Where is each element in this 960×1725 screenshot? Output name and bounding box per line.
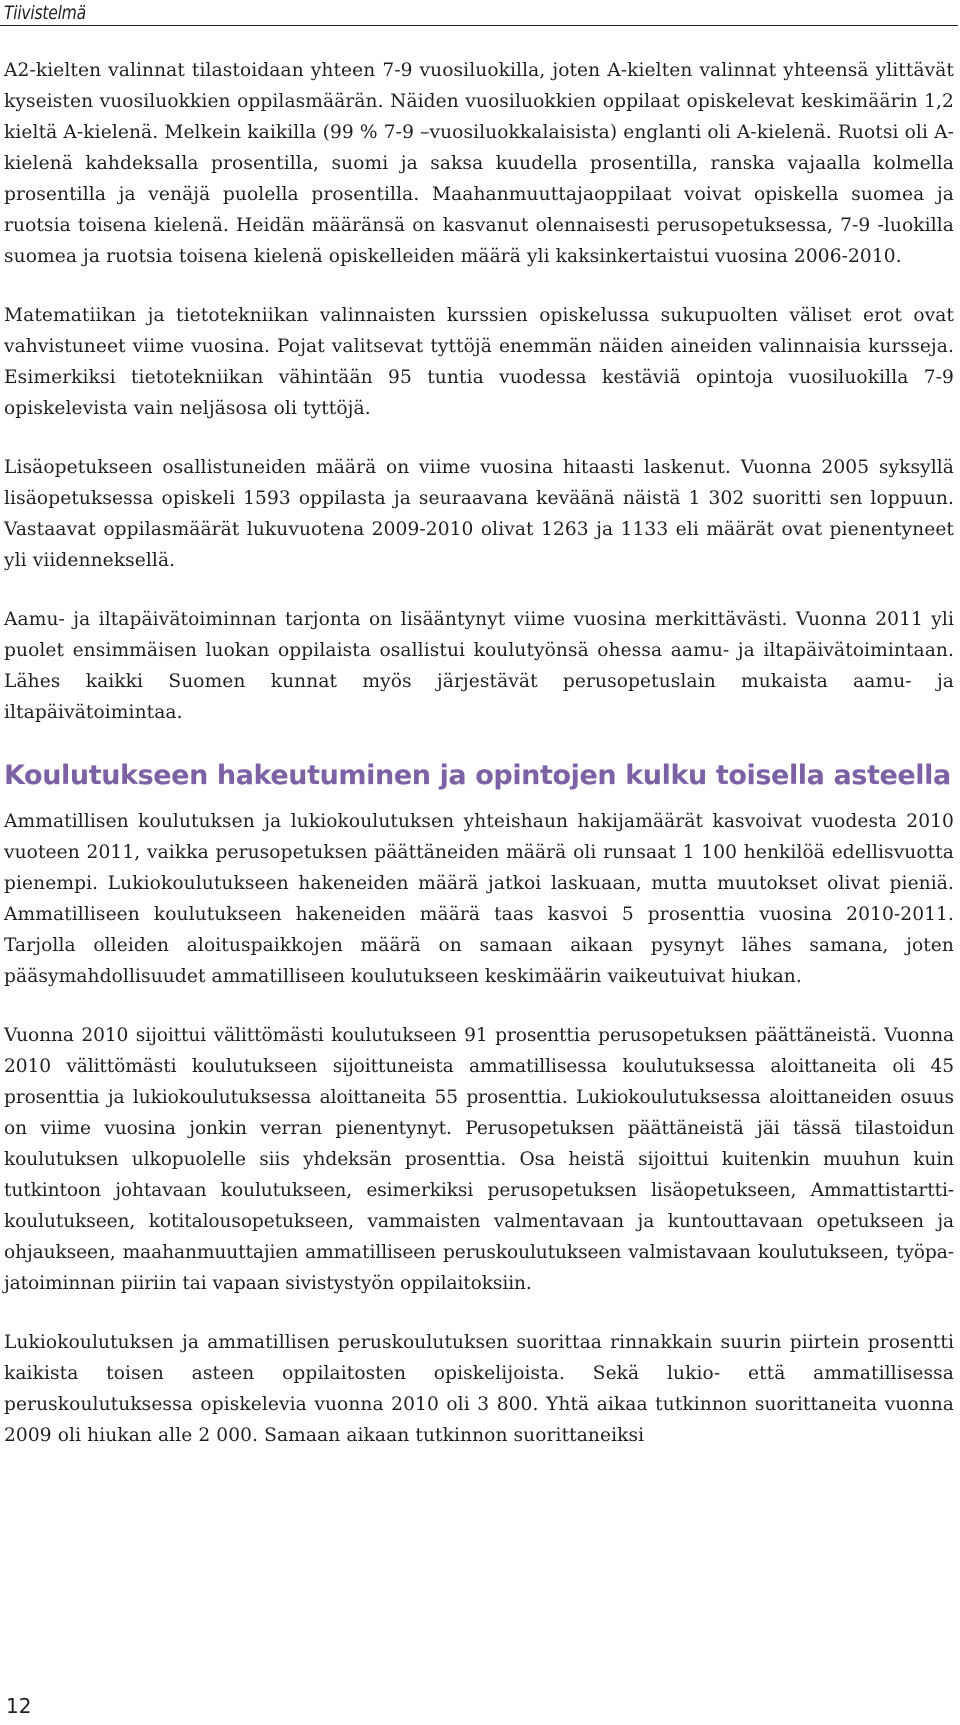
paragraph-language-choices: A2-kielten valinnat tilastoidaan yhteen 7-9 vuosiluokilla, joten A-kielten valinnat yhteensä ylittävät kyseisten vuosiluokkien oppilasmäärän. Näiden vuosiluokkien oppilaat opiskelevat keskimäärin 1,2 kieltä A-kielenä. Melkein kaikilla (99 % 7-9 –vuosiluokkalaisista) englanti oli A-kielenä. Ruotsi oli A-kielenä kahdeksalla prosentilla, suomi ja saksa kuudella prosentilla, ranska vajaalla kolmella prosentilla ja venäjä puolella prosentilla. Maahanmuuttajaoppilaat voivat opiskella suomea ja ruotsia toisena kielenä. Heidän määränsä on kasvanut olennaisesti perusopetuksessa, 7-9 -luokilla suomea ja ruotsia toisena kielenä opiskelleiden määrä yli kaksinkertaistui vuosina 2006-2010. bbox=[4, 60, 954, 267]
page-number: 12 bbox=[6, 1694, 32, 1718]
paragraph-additional-education: Lisäopetukseen osallistuneiden määrä on viime vuosina hitaasti laskenut. Vuonna 2005 syksyllä lisäopetuksessa opiskeli 1593 oppilasta ja seuraavana keväänä näistä 1 302 suoritti sen loppuun. Vastaavat oppilasmäärät lukuvuotena 2009-2010 olivat 1263 ja 1133 eli määrät ovat pienentyneet yli viidenneksellä. bbox=[4, 457, 954, 571]
running-header: Tiivistelmä bbox=[4, 2, 86, 24]
paragraph-dual-degree: Lukiokoulutuksen ja ammatillisen peruskoulutuksen suorittaa rinnakkain suurin piirtein prosentti kaikista toisen asteen oppilaitosten opiskelijoista. Sekä lukio- että ammatillisessa peruskoulutuksessa opiskelevia vuonna 2010 oli 3 800. Yhtä aikaa tutkinnon suorittaneita vuonna 2009 oli hiukan alle 2 000. Samaan aikaan tutkinnon suorittaneiksi bbox=[4, 1332, 954, 1446]
section-heading: Koulutukseen hakeutuminen ja opintojen kulku toisella asteella bbox=[4, 760, 951, 791]
paragraph-applicants: Ammatillisen koulutuksen ja lukiokoulutuksen yhteishaun hakijamäärät kasvoivat vuodesta 2010 vuoteen 2011, vaikka perusopetuksen päättäneiden määrä oli runsaat 1 100 henkilöä edellisvuotta pienempi. Lukiokoulutukseen hakeneiden määrä jatkoi laskuaan, mutta muutokset olivat pieniä. Ammatilliseen koulutukseen hakeneiden määrä taas kasvoi 5 prosenttia vuosina 2010-2011. Tarjolla olleiden aloituspaikkojen määrä on samaan aikaan pysynyt lähes samana, joten pääsymahdollisuudet ammatilliseen koulutukseen keskimäärin vaikeutuivat hiukan. bbox=[4, 811, 954, 987]
body-text bbox=[4, 55, 954, 1479]
paragraph-morning-afternoon-activities: Aamu- ja iltapäivätoiminnan tarjonta on lisääntynyt viime vuosina merkittävästi. Vuonna 2011 yli puolet ensimmäisen luokan oppilaista osallistui koulutyönsä ohessa aamu- ja iltapäivätoimintaan. Lähes kaikki Suomen kunnat myös järjestävät perusopetuslain mukaista aamu- ja iltapäivätoimintaa. bbox=[4, 609, 954, 723]
paragraph-gender-differences: Matematiikan ja tietotekniikan valinnaisten kurssien opiskelussa sukupuolten väliset erot ovat vahvistuneet viime vuosina. Pojat valitsevat tyttöjä enemmän näiden aineiden valinnaisia kursseja. Esimerkiksi tietotekniikan vähintään 95 tuntia vuodessa kestäviä opintoja vuosiluokilla 7-9 opiskelevista vain neljäsosa oli tyttöjä. bbox=[4, 305, 954, 419]
header-rule bbox=[0, 25, 958, 26]
paragraph-placement: Vuonna 2010 sijoittui välittömästi koulutukseen 91 prosenttia perusopetuksen päättäneistä. Vuonna 2010 välittömästi koulutukseen sijoittuneista ammatillisessa koulutuksessa aloittaneita oli 45 prosenttia ja lukiokoulutuksessa aloittaneita 55 prosenttia. Lukiokoulutuksessa aloittaneiden osuus on viime vuosina jonkin verran pienentynyt. Perusopetuksen päättäneistä jäi tässä tilastoidun koulutuksen ulkopuolelle siis yhdeksän prosenttia. Osa heistä sijoittui kuitenkin muuhun kuin tutkintoon johtavaan koulutukseen, esimerkiksi perusopetuksen lisäopetukseen, Ammattistartti-koulutukseen, kotitalousopetukseen, vammaisten valmentavaan ja kuntouttavaan opetukseen ja ohjaukseen, maahanmuuttajien ammatilliseen peruskoulutukseen valmistavaan koulutukseen, työpajatoiminnan piiriin tai vapaan sivistystyön oppilaitoksiin. bbox=[4, 1025, 954, 1294]
